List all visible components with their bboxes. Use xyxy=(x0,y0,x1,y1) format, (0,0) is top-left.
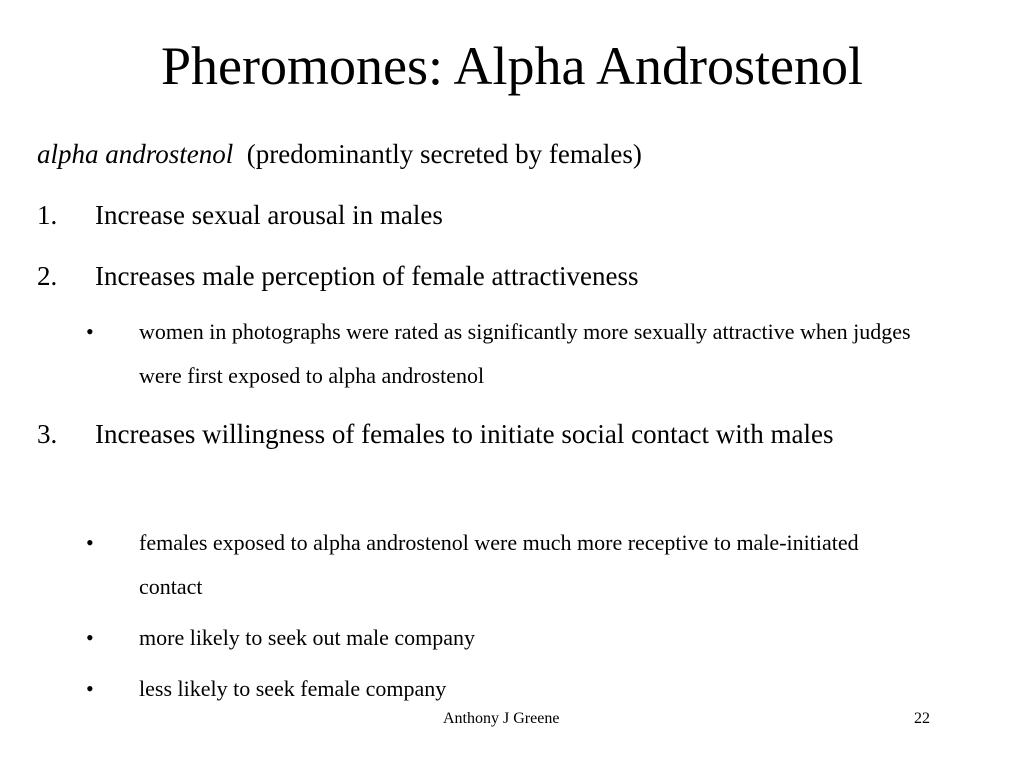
list-item-text: Increases male perception of female attractiveness xyxy=(95,261,639,291)
sub-bullet-text: less likely to seek female company xyxy=(139,676,447,701)
list-item-number: 2. xyxy=(37,261,58,291)
slide-title: Pheromones: Alpha Androstenol xyxy=(161,36,863,96)
bullet-icon: • xyxy=(86,676,94,701)
intro-description: (predominantly secreted by females) xyxy=(246,139,642,169)
intro-line xyxy=(37,134,642,174)
list-item-number: 3. xyxy=(37,419,58,449)
list-item-text: Increases willingness of females to initiate social contact with males xyxy=(95,419,834,449)
bullet-icon: • xyxy=(86,319,94,344)
bullet-icon: • xyxy=(86,530,94,555)
bullet-icon: • xyxy=(86,625,94,650)
intro-term: alpha androstenol xyxy=(37,139,234,169)
list-item-number: 1. xyxy=(37,200,58,230)
sub-bullet-text: women in photographs were rated as significantly more sexually attractive when judges were first exposed to alpha androstenol xyxy=(139,319,911,388)
sub-bullet-text: females exposed to alpha androstenol were much more receptive to male-initiated contact xyxy=(139,530,859,599)
list-item-text: Increase sexual arousal in males xyxy=(95,200,443,230)
sub-bullet-text: more likely to seek out male company xyxy=(139,625,476,650)
footer-author: Anthony J Greene xyxy=(443,710,560,727)
page-number: 22 xyxy=(914,710,930,727)
